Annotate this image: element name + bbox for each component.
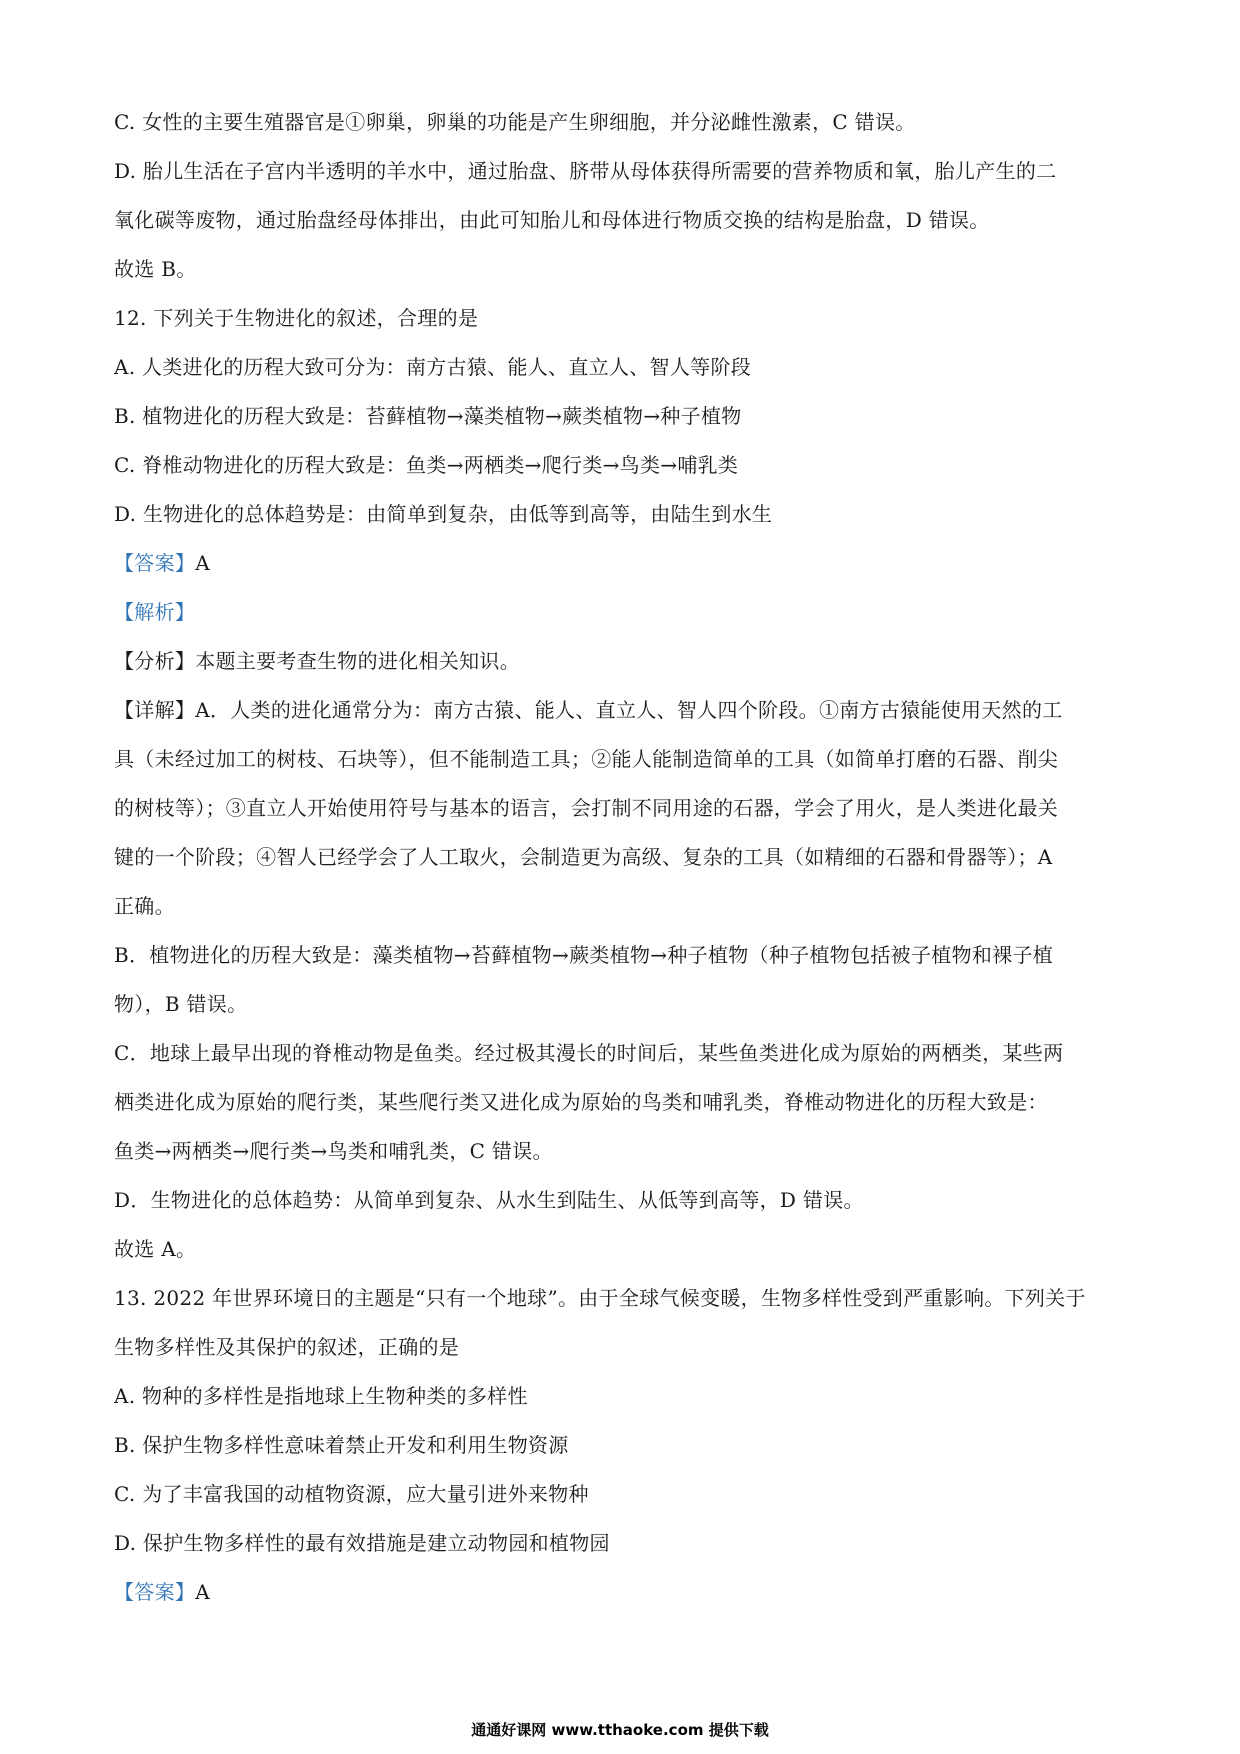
detail-line (114, 1127, 1134, 1176)
question-13-option-a (114, 1372, 1134, 1421)
page-footer (0, 1720, 1240, 1740)
question-12-option-c (114, 441, 1134, 490)
line-text: 12. 下列关于生物进化的叙述，合理的是 (114, 306, 479, 330)
answer-tag: 【答案】 (114, 551, 196, 575)
detail-line (114, 686, 1134, 735)
line-text: 物），B 错误。 (114, 992, 248, 1016)
line-text: 具（未经过加工的树枝、石块等），但不能制造工具；②能人能制造简单的工具（如简单打磨的石器、削尖 (114, 747, 1059, 771)
answer-line (114, 539, 1134, 588)
question-13-option-d (114, 1519, 1134, 1568)
line-text: B. 保护生物多样性意味着禁止开发和利用生物资源 (114, 1433, 569, 1457)
text-line (114, 147, 1134, 196)
line-text: D．生物进化的总体趋势：从简单到复杂、从水生到陆生、从低等到高等，D 错误。 (114, 1188, 864, 1212)
line-text: D. 胎儿生活在子宫内半透明的羊水中，通过胎盘、脐带从母体获得所需要的营养物质和氧，胎儿产生的二 (114, 159, 1057, 183)
analysis-tag: 【解析】 (114, 600, 196, 624)
footer-text: 通通好课网 www.tthaoke.com 提供下载 (471, 1721, 769, 1739)
line-text: 故选 A。 (114, 1237, 197, 1261)
analysis-heading (114, 588, 1134, 637)
text-line (114, 196, 1134, 245)
line-text: A. 人类进化的历程大致可分为：南方古猿、能人、直立人、智人等阶段 (114, 355, 752, 379)
text-line (114, 98, 1134, 147)
detail-line (114, 1176, 1134, 1225)
line-text: 【详解】A．人类的进化通常分为：南方古猿、能人、直立人、智人四个阶段。①南方古猿能使用天然的工 (114, 698, 1063, 722)
detail-line (114, 1029, 1134, 1078)
detail-line (114, 931, 1134, 980)
question-13-stem (114, 1274, 1134, 1323)
detail-line (114, 833, 1134, 882)
line-text: D. 生物进化的总体趋势是：由简单到复杂，由低等到高等，由陆生到水生 (114, 502, 773, 526)
line-text: C．地球上最早出现的脊椎动物是鱼类。经过极其漫长的时间后，某些鱼类进化成为原始的两栖类，某些两 (114, 1041, 1064, 1065)
line-text: 生物多样性及其保护的叙述，正确的是 (114, 1335, 460, 1359)
answer-value: A (195, 551, 210, 575)
line-text: C. 女性的主要生殖器官是①卵巢，卵巢的功能是产生卵细胞，并分泌雌性激素，C 错误。 (114, 110, 916, 134)
conclusion-line (114, 1225, 1134, 1274)
answer-line (114, 1568, 1134, 1617)
detail-line (114, 882, 1134, 931)
question-12-option-b (114, 392, 1134, 441)
document-content (114, 98, 1134, 1617)
analysis-summary (114, 637, 1134, 686)
line-text: 的树枝等）；③直立人开始使用符号与基本的语言，会打制不同用途的石器，学会了用火，是人类进化最关 (114, 796, 1059, 820)
line-text: 【分析】本题主要考查生物的进化相关知识。 (114, 649, 520, 673)
line-text: C. 脊椎动物进化的历程大致是：鱼类→两栖类→爬行类→鸟类→哺乳类 (114, 453, 739, 477)
answer-tag: 【答案】 (114, 1580, 196, 1604)
line-text: B．植物进化的历程大致是：藻类植物→苔藓植物→蕨类植物→种子植物（种子植物包括被子植物和裸子植 (114, 943, 1054, 967)
question-13-stem-cont (114, 1323, 1134, 1372)
answer-value: A (195, 1580, 210, 1604)
question-13-option-c (114, 1470, 1134, 1519)
detail-line (114, 1078, 1134, 1127)
detail-line (114, 980, 1134, 1029)
line-text: 13. 2022 年世界环境日的主题是“只有一个地球”。由于全球气候变暖，生物多样性受到严重影响。下列关于 (114, 1286, 1086, 1310)
line-text: 鱼类→两栖类→爬行类→鸟类和哺乳类，C 错误。 (114, 1139, 553, 1163)
line-text: 正确。 (114, 894, 175, 918)
line-text: D. 保护生物多样性的最有效措施是建立动物园和植物园 (114, 1531, 610, 1555)
question-12-option-d (114, 490, 1134, 539)
text-line (114, 245, 1134, 294)
question-12-option-a (114, 343, 1134, 392)
line-text: 氧化碳等废物，通过胎盘经母体排出，由此可知胎儿和母体进行物质交换的结构是胎盘，D 错误。 (114, 208, 990, 232)
detail-line (114, 784, 1134, 833)
line-text: B. 植物进化的历程大致是：苔藓植物→藻类植物→蕨类植物→种子植物 (114, 404, 742, 428)
line-text: 栖类进化成为原始的爬行类，某些爬行类又进化成为原始的鸟类和哺乳类，脊椎动物进化的历程大致是： (114, 1090, 1048, 1114)
question-13-option-b (114, 1421, 1134, 1470)
detail-line (114, 735, 1134, 784)
line-text: A. 物种的多样性是指地球上生物种类的多样性 (114, 1384, 528, 1408)
line-text: 键的一个阶段；④智人已经学会了人工取火，会制造更为高级、复杂的工具（如精细的石器和骨器等）；A (114, 845, 1053, 869)
question-12-stem (114, 294, 1134, 343)
line-text: 故选 B。 (114, 257, 197, 281)
line-text: C. 为了丰富我国的动植物资源，应大量引进外来物种 (114, 1482, 589, 1506)
